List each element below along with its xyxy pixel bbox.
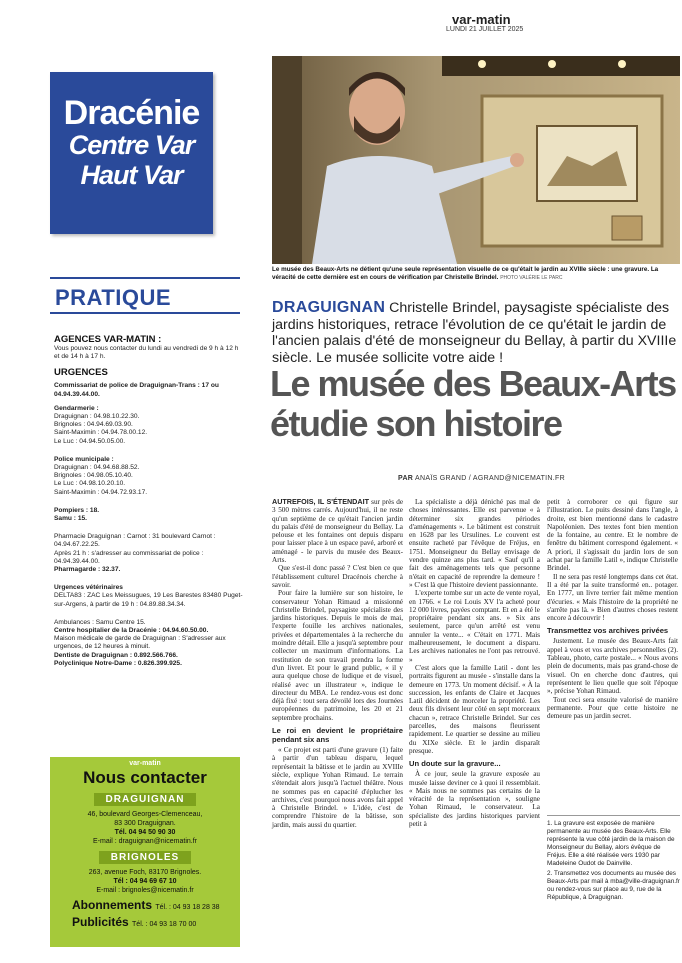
- footnotes: [547, 815, 680, 904]
- phone: Tél. 04 94 50 90 30: [114, 829, 176, 836]
- byline: [398, 475, 565, 482]
- list-item: DELTA83 : ZAC Les Meissugues, 19 Les Barestes 83480 Puget-sur-Argens, à partir de 19 h : 04.89.88.34.34.: [54, 592, 243, 608]
- email-link[interactable]: E-mail : draguignan@nicematin.fr: [93, 838, 197, 845]
- pompiers: Pompiers : 18.: [54, 506, 100, 514]
- section-banner: [50, 72, 213, 234]
- byline-author: ANAÏS GRAND / AGRAND@NICEMATIN.FR: [415, 475, 565, 482]
- section-title: Dracénie: [63, 94, 200, 132]
- city-brignoles: BRIGNOLES: [99, 851, 191, 864]
- address-line: 263, avenue Foch, 83170 Brignoles.: [88, 869, 202, 876]
- contact-title: Nous contacter: [83, 768, 207, 787]
- list-item: Le Luc : 04.94.50.05.00.: [54, 437, 126, 445]
- paragraph: Pour faire la lumière sur son histoire, le conservateur Yohan Rimaud a missionné Christelle Brindel, paysagiste spécialiste des jardins historiques. Depuis le mois de mai, l'experte fouille les archives nationales, privées et départementales à la recherche du moindre détail. Elle a jusqu'à septembre pour collecter un maximum d'informations. La restitution de son travail prendra la forme d'un livret. Et pour le grand public, « il y aura quelque chose de ludique et de visuel, réalisé avec un illustrateur », indique le directeur du MBA. Le rendez-vous est donc déjà fixé : tout sera dévoilé lors des Journées européennes du patrimoine, les 20 et 21 septembre prochains.: [272, 589, 403, 722]
- phone: Tél : 04 94 69 67 10: [113, 878, 177, 885]
- police-municipale-list: [54, 456, 244, 497]
- article-column-3: [547, 498, 678, 720]
- paragraph: La spécialiste a déjà déniché pas mal de choses intéressantes. Elle est parvenue « à déterminer six grandes périodes d'aménagements ». Le bâtiment est construit en 1628 par les Ursulines. Le couvent est ensuite racheté par l'évêque de Fréjus, en 1751. Monseigneur du Bellay envisage de vendre quinze ans plus tard. « Sauf qu'il a fait des aménagements tels que personne n'était en capacité de reprendre la demeure ! » C'est là que l'histoire devient passionnante.: [409, 498, 540, 589]
- list-item: Dentiste de Draguignan : 0.892.566.766.: [54, 651, 178, 659]
- divider: [50, 312, 240, 314]
- headline-line: étudie son histoire: [270, 403, 562, 444]
- pratique-title: PRATIQUE: [55, 285, 172, 310]
- agences-text: Vous pouvez nous contacter du lundi au vendredi de 9 h à 12 h et de 14 h à 17 h.: [54, 345, 239, 361]
- gendarmerie-label: Gendarmerie :: [54, 404, 99, 412]
- subheading: Transmettez vos archives privées: [547, 626, 669, 636]
- caption-text: Le musée des Beaux-Arts ne détient qu'une seule représentation visuelle de ce qu'était le jardin au XVIIIe siècle : une gravure. La véracité de cette dernière est en cours de vérification par Christelle Brindel.: [272, 266, 659, 281]
- list-item: Le Luc : 04.98.10.20.10.: [54, 480, 126, 488]
- article-headline: [270, 364, 680, 444]
- list-item: Pharmagarde : 32.37.: [54, 566, 121, 574]
- paragraph: Il ne sera pas resté longtemps dans cet état. Il a été par la suite transformé en.. potager. En 1777, un livre terrier fait même mention d'écuries. « Mais l'histoire de la propriété ne s'arrête pas là. » Bien d'autres choses restent encore à découvrir !: [547, 572, 678, 623]
- paragraph-text: sur près de 3 500 mètres carrés. Aujourd'hui, il ne reste qu'un septième de ce qu'était l'ancien jardin du palais d'été de monseigneur du Bellay. La pelouse et les fontaines ont depuis disparu pour laisser place à un espace pavé, arboré et aménagé - le parvis du musée des Beaux-Arts.: [272, 498, 404, 565]
- article-column-1: [272, 498, 403, 829]
- list-item: Draguignan : 04.94.68.88.52.: [54, 464, 140, 472]
- list-item: Polyclinique Notre-Dame : 0.826.399.925.: [54, 659, 182, 667]
- list-item: Centre hospitalier de la Dracénie : 04.94.60.50.00.: [54, 627, 209, 635]
- publicites-label: Publicités: [72, 915, 129, 929]
- article-lead: [272, 300, 678, 366]
- subheading: Le roi en devient le propriétaire pendant six ans: [272, 726, 403, 745]
- article-column-2: [409, 498, 540, 828]
- paragraph: [272, 498, 403, 564]
- paragraph: Justement. Le musée des Beaux-Arts fait appel à vous et vos archives personnelles (2). Tableau, photo, carte postale... « Nous avons plein de documents, mais pas grand-chose de visuel. On en cherche donc d'autres, qui représentent le lieu quelle que soit l'époque », précise Yohan Rimaud.: [547, 637, 678, 696]
- abonnements-row: [50, 898, 240, 915]
- footnote: 1. La gravure est exposée de manière permanente au musée des Beaux-Arts. Elle représente la vue côté jardin de la maison de Monseigneur du Bellay, alors évêque de Fréjus. Elle a été réalisée vers 1930 par Madeleine Oudot de Dainville.: [547, 820, 675, 867]
- paragraph: L'experte tombe sur un acte de vente royal, en 1766. « Le roi Louis XV l'a acheté pour 12 000 livres, payées comptant. Et en a été le propriétaire pendant six ans. » Six ans seulement, parce qu'un arrêté est venu annuler la vente... « C'était en 1771. Mais malheureusement, le document a disparu. Les archives nationales ne l'ont pas retrouvé. »: [409, 589, 540, 664]
- police-station: Commissariat de police de Draguignan-Trans : 17 ou 04.94.39.44.00.: [54, 382, 219, 398]
- practical-info: [54, 330, 244, 678]
- other-services-list: [54, 619, 244, 668]
- paragraph: petit à corroborer ce qui figure sur l'illustration. Le puits dessiné dans l'angle, à droite, est bien mentionné dans le cadastre Napoléonien. Des textes font bien mention de la fontaine, au centre. Et le nombre de fenêtre du bâtiment correspond également. « A priori, il s'agissait du jardin lors de son achat par la famille Latil », indique Christelle Brindel.: [547, 498, 678, 573]
- paragraph: À ce jour, seule la gravure exposée au musée laisse deviner ce à quoi il ressemblait. « Mais nous ne sommes pas certains de la véracité de la représentation », souligne Yohan Rimaud, le conservateur. La spécialiste des jardins historiques parvient petit à: [409, 770, 540, 828]
- newspaper-brand: var-matin: [452, 12, 511, 27]
- byline-par: PAR: [398, 475, 414, 482]
- list-item: Maison médicale de garde de Draguignan : S'adresser aux urgences, de 12 heures à minuit.: [54, 635, 226, 651]
- list-item: Après 21 h : s'adresser au commissariat de police : 04.94.39.44.00.: [54, 549, 204, 565]
- photo-caption: [272, 266, 680, 282]
- photo-credit: PHOTO VALÉRIE LE PARC: [500, 275, 563, 281]
- email-link[interactable]: E-mail : brignoles@nicematin.fr: [96, 887, 194, 894]
- veterinaires-list: [54, 584, 244, 609]
- emergency-numbers: [54, 507, 244, 523]
- issue-date: LUNDI 21 JUILLET 2025: [446, 26, 524, 33]
- paragraph: « Ce projet est parti d'une gravure (1) faite à partir d'un tableau disparu, lequel représentait la bâtisse et le jardin au XVIIIe siècle, explique Yohan Rimaud. Le terrain s'étendait alors jusqu'à l'actuel théâtre. Nous ne sommes pas en capacité d'éplucher les archives, c'est pourquoi nous avons fait appel à Christelle Brindel. » L'idée, c'est de comprendre l'histoire de la bâtisse, son jardin, mais aussi du quartier.: [272, 746, 403, 829]
- article-photo: [272, 56, 680, 264]
- address-brignoles: [50, 868, 240, 895]
- gendarmerie-list: [54, 405, 244, 446]
- paragraph: Tout ceci sera ensuite valorisé de manière permanente. Pour que cette histoire ne demeure pas un jardin secret.: [547, 695, 678, 721]
- veterinaires-label: Urgences vétérinaires: [54, 584, 123, 592]
- contact-brand: var-matin: [129, 760, 161, 767]
- city-draguignan: DRAGUIGNAN: [94, 793, 197, 806]
- urgences-heading: URGENCES: [54, 367, 108, 379]
- list-item: Ambulances : Samu Centre 15.: [54, 618, 146, 626]
- divider: [50, 277, 240, 279]
- police-municipale-label: Police municipale :: [54, 455, 114, 463]
- abonnements-phone: Tél. : 04 93 18 28 38: [155, 904, 220, 911]
- address-draguignan: [50, 810, 240, 846]
- agences-heading: AGENCES VAR-MATIN :: [54, 334, 162, 345]
- contact-box: [50, 757, 240, 947]
- publicites-row: [50, 915, 240, 932]
- paragraph: Que s'est-il donc passé ? C'est bien ce que l'établissement culturel Dracénois cherche à savoir.: [272, 564, 403, 589]
- article-kicker: DRAGUIGNAN: [272, 299, 386, 316]
- headline-line: Le musée des Beaux-Arts: [270, 363, 676, 404]
- list-item: Draguignan : 04.98.10.22.30.: [54, 413, 140, 421]
- pharmacie-list: [54, 533, 244, 574]
- abonnements-label: Abonnements: [72, 898, 153, 912]
- subheading: Un doute sur la gravure...: [409, 759, 501, 769]
- lead-in: AUTREFOIS, IL S'ÉTENDAIT: [272, 497, 369, 506]
- section-subtitle-1: Centre Var: [68, 130, 195, 160]
- footnote: 2. Transmettez vos documents au musée des Beaux-Arts par mail à mba@ville-draguignan.fr ou rendez-vous sur place au 9, rue de la République, à Draguignan.: [547, 870, 680, 901]
- section-subtitle-2: Haut Var: [80, 160, 183, 190]
- lead-text: Christelle Brindel, paysagiste spécialiste des jardins historiques, retrace l'évolution de ce qu'était le jardin de l'ancien palais d'été de monseigneur du Bellay, à partir du XVIIIe siècle. Le musée sollicite votre aide !: [272, 300, 677, 366]
- address-line: 83 300 Draguignan.: [114, 820, 176, 827]
- list-item: Saint-Maximin : 04.94.78.00.12.: [54, 429, 148, 437]
- list-item: Brignoles : 04.94.69.03.90.: [54, 421, 133, 429]
- list-item: Brignoles : 04.98.05.10.40.: [54, 472, 133, 480]
- photo-illustration: [272, 56, 680, 264]
- address-line: 46, boulevard Georges-Clemenceau,: [87, 811, 203, 818]
- paragraph: C'est alors que la famille Latil - dont les portraits figurent au musée - s'installe dans la demeure en 1773. Un moment décisif. « À la succession, les enfants de Claire et Jacques Latil décident de morceler la propriété. Les deux fils divisent leur côté en sept morceaux chacun », retrace Christelle Brindel. Sur ces parcelles, des maisons fleurissent rapidement. Le quartier se dessine au milieu du XIXe siècle. Et le jardin disparaît presque.: [409, 663, 540, 755]
- publicites-phone: Tél. : 04 93 18 70 00: [132, 921, 197, 928]
- samu: Samu : 15.: [54, 515, 87, 523]
- list-item: Saint-Maximin : 04.94.72.93.17.: [54, 488, 148, 496]
- list-item: Pharmacie Draguignan : Carnot : 31 boulevard Carnot : 04.94.67.22.25.: [54, 533, 216, 549]
